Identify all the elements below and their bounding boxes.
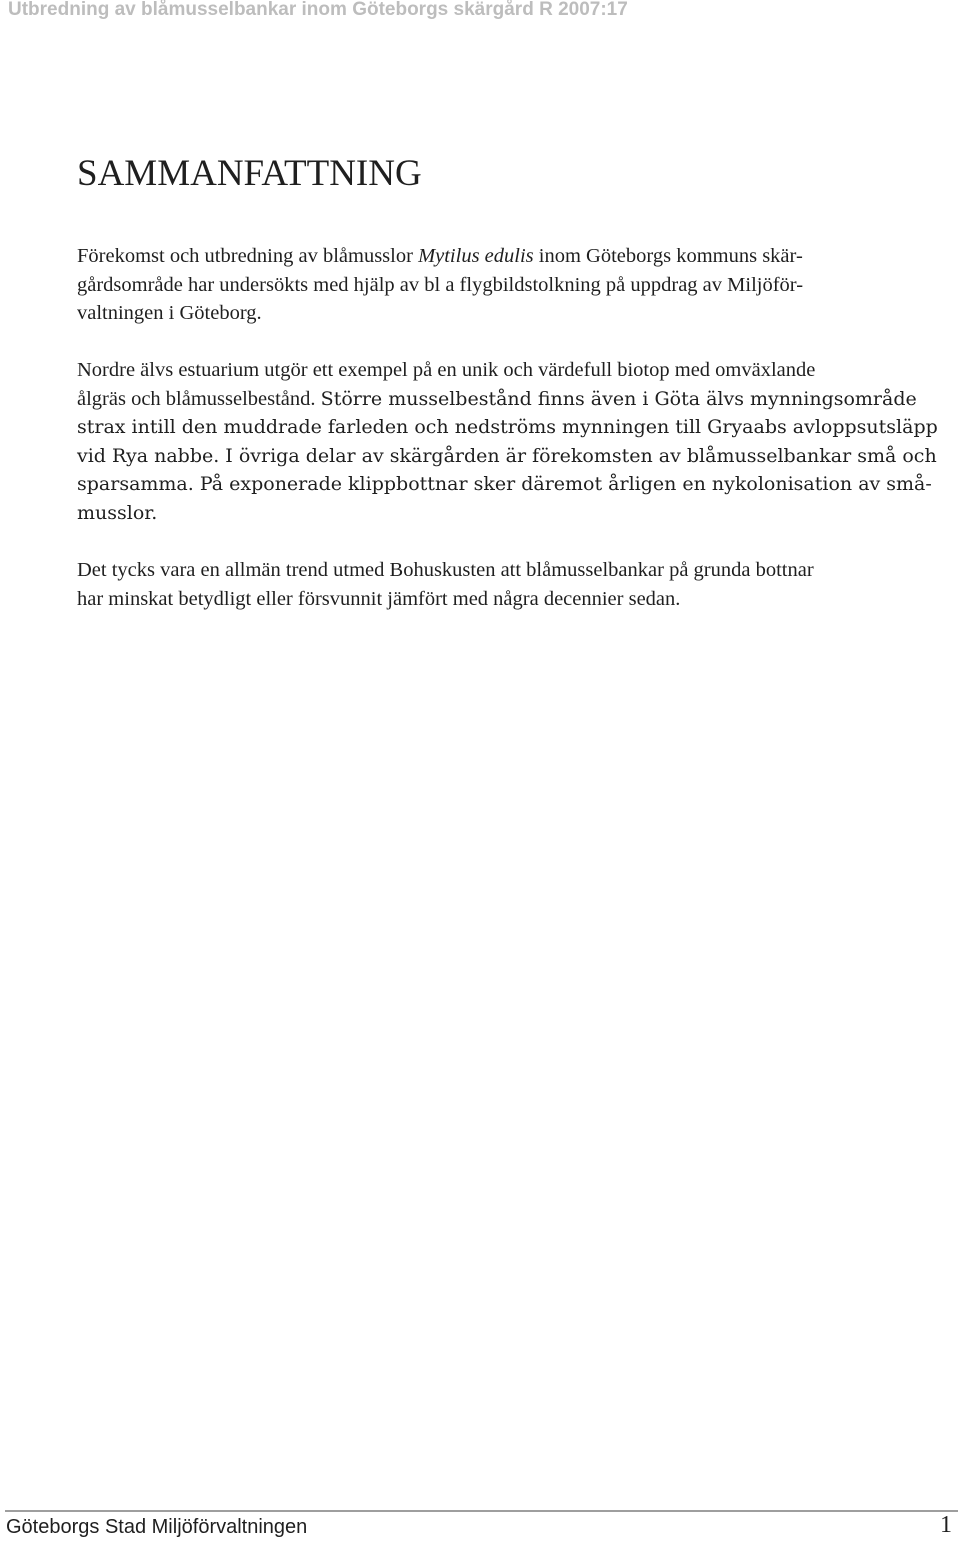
paragraph-2-line-4: vid Rya nabbe. I övriga delar av skärgården är förekomsten av blåmusselbankar små och [77,444,937,467]
paragraph-2-line-6: musslor. [77,501,158,524]
footer-organization: Göteborgs Stad Miljöförvaltningen [6,1516,308,1538]
paragraph-1-line-1-start: Förekomst och utbredning av blåmusslor [77,245,419,267]
footer-divider [5,1510,958,1512]
paragraph-2-line-2-start: ålgräs och blåmusselbestånd. [77,387,321,410]
paragraph-2-line-5: sparsamma. På exponerade klippbottnar sker däremot årligen en nykolonisation av små- [77,473,932,495]
page-title: SAMMANFATTNING [77,153,422,194]
paragraph-1-line-1 [77,242,927,271]
page-number: 1 [940,1512,952,1538]
paragraph-2-line-3: strax intill den muddrade farleden och nedströms mynningen till Gryaabs avloppsutsläpp [77,416,938,438]
paragraph-2-line-2 [77,385,927,414]
paragraph-1-line-1-end: inom Göteborgs kommuns skär- [533,245,803,267]
paragraph-1-line-3: valtningen i Göteborg. [77,302,262,324]
summary-paragraph-3 [77,556,927,613]
paragraph-3-line-1: Det tycks vara en allmän trend utmed Bohuskusten att blåmusselbankar på grunda bottnar [77,559,814,581]
running-header: Utbredning av blåmusselbankar inom Göteborgs skärgård R 2007:17 [8,0,628,20]
paragraph-2-line-2-end: Större musselbestånd finns även i Göta älvs mynningsområde [320,387,917,410]
paragraph-2-line-1: Nordre älvs estuarium utgör ett exempel på en unik och värdefull biotop med omväxlande [77,359,816,381]
paragraph-3-line-2: har minskat betydligt eller försvunnit jämfört med några decennier sedan. [77,587,681,610]
paragraph-1-line-2: gårdsområde har undersökts med hjälp av bl a flygbildstolkning på uppdrag av Miljöför- [77,273,804,296]
summary-paragraph-2 [77,356,938,527]
species-name: Mytilus edulis [418,245,534,267]
summary-paragraph-1 [77,242,927,328]
